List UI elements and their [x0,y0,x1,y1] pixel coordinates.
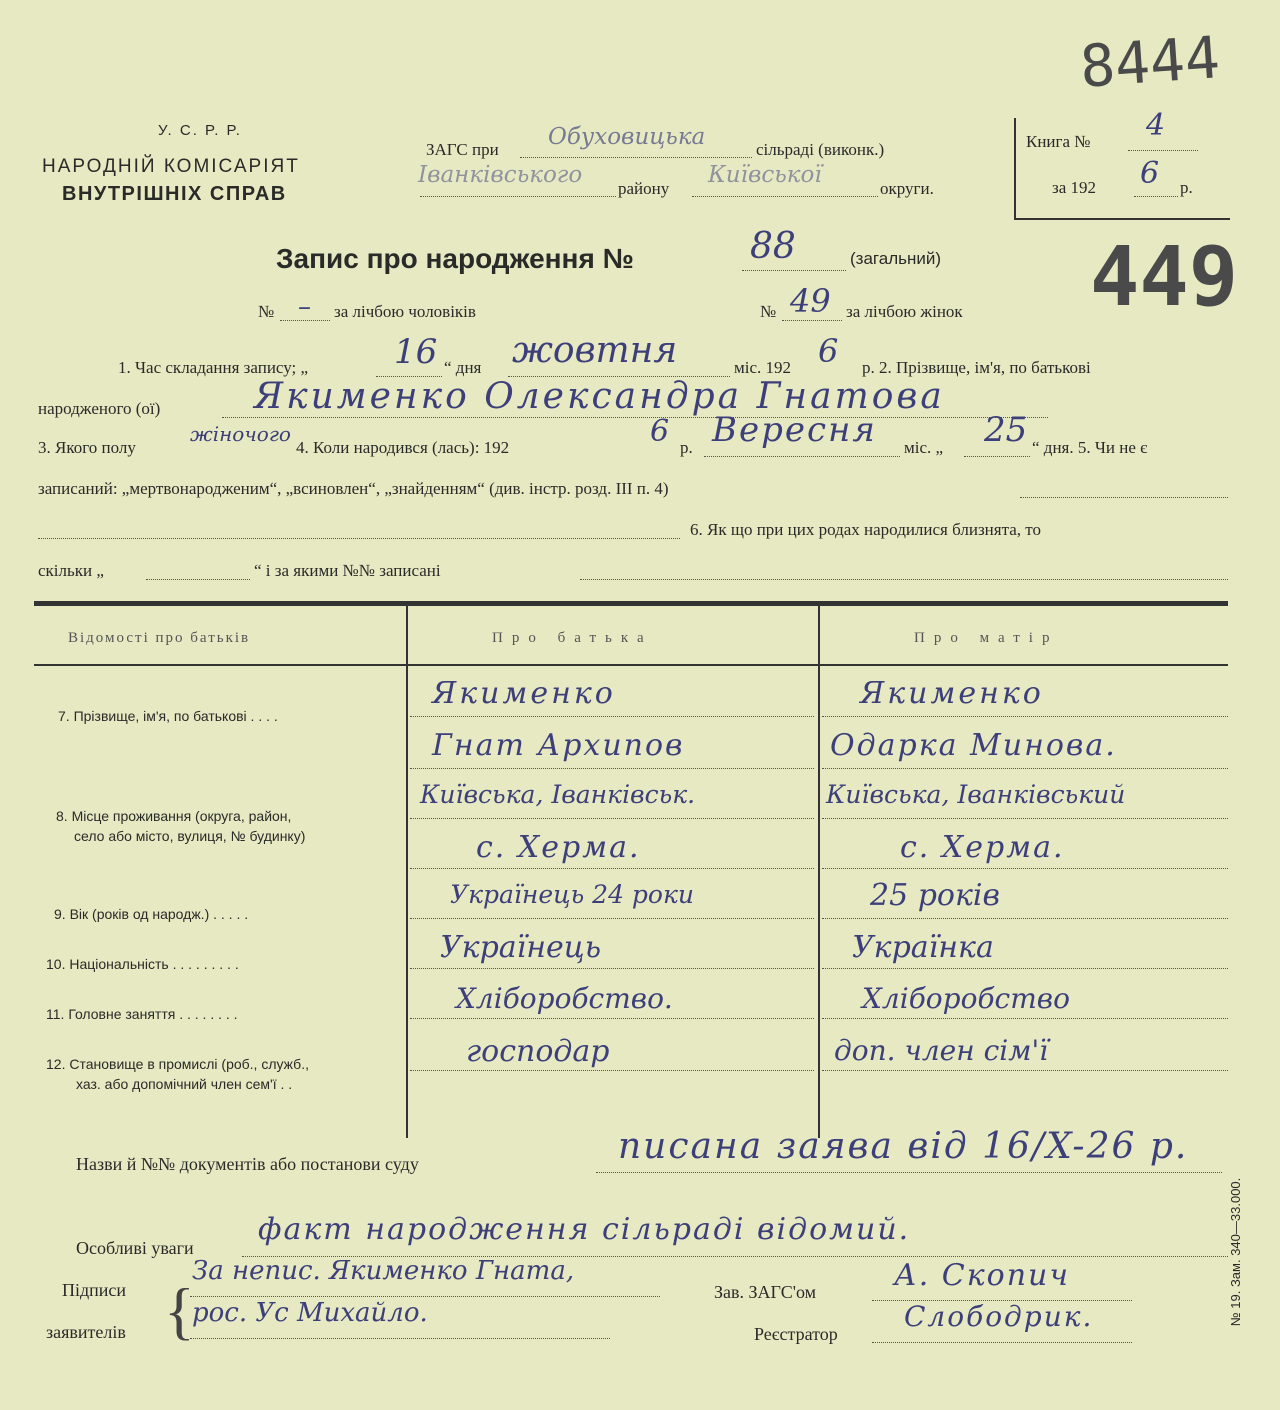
book-year-suffix: р. [1180,178,1193,197]
row-label-10: 10. Національність . . . . . . . . . [46,956,239,972]
mother-occupation: Хліборобство [862,982,1070,1015]
f6-label: 6. Як що при цих родах народилися близнята, то [690,520,1041,539]
okrugy-label: округи. [880,179,934,198]
hw-sex: жіночого [190,422,291,446]
f5-label: “ дня. 5. Чи не є [1032,438,1148,457]
header-commissariat: НАРОДНІЙ КОМІСАРІЯТ [42,156,300,177]
father-name: Гнат Архипов [432,728,685,763]
col-header-info: Відомості про батьків [68,630,251,646]
book-label: Книга № [1026,132,1091,151]
f6-numbers-label: “ і за якими №№ записані [254,561,441,580]
hw-signature-applicant2: рос. Ус Михайло. [192,1298,428,1328]
mother-position: доп. член сім'ї [834,1034,1049,1067]
zags-label: ЗАГС при [426,140,499,159]
hw-record-year: 6 [818,332,839,370]
header-ussr: У. С. Р. Р. [158,122,242,139]
hw-male-count: – [298,292,311,322]
mother-surname: Якименко [860,676,1044,711]
registrar-label: Реєстратор [754,1324,838,1344]
father-age: Українець 24 роки [450,880,695,909]
title-suffix: (загальний) [850,249,942,268]
header-internal-affairs: ВНУТРІШНІХ СПРАВ [62,183,287,205]
hw-birth-month: Вересня [712,410,877,450]
hw-signature-applicant1: За непис. Якименко Гната, [192,1256,575,1286]
hw-rayon: Іванківського [418,162,583,188]
mother-place-line1: Київська, Іванківський [826,780,1126,809]
f4-label: 4. Коли народився (лась): 192 [296,438,510,457]
row-label-12b: хаз. або допомічний член сем'ї . . [76,1076,293,1092]
mother-nationality: Українка [852,930,994,965]
f3-label: 3. Якого полу [38,438,136,457]
book-year-label: за 192 [1052,178,1097,197]
f1-year-label: р. 2. Прізвище, ім'я, по батькові [862,358,1091,377]
hw-pencil-number: 449 [1090,230,1239,325]
rayon-label: району [618,179,670,198]
row-label-12a: 12. Становище в промислі (роб., служб., [46,1056,309,1072]
page-title: Запис про народження № [276,243,634,274]
hw-book-year: 6 [1140,156,1160,191]
col-header-mother: Про матір [914,630,1059,646]
hw-selrada: Обуховицька [548,124,706,150]
row-label-8a: 8. Місце проживання (округа, район, [56,808,292,824]
f2-label: народженого (ої) [38,399,161,418]
hw-record-month: жовтня [512,330,678,371]
hw-zags-head: А. Скопич [894,1258,1071,1293]
father-occupation: Хліборобство. [456,982,673,1015]
hw-record-day: 16 [394,332,438,372]
father-position: господар [466,1034,610,1069]
male-count-prefix: № [258,302,275,321]
f5-options: записаний: „мертвонародженим“, „всиновлен“, „знайденням“ (див. інстр. розд. III п. 4) [38,479,669,498]
father-nationality: Українець [440,930,602,965]
row-label-9: 9. Вік (років од народж.) . . . . . [54,906,249,922]
hw-okruga: Київської [708,162,822,188]
f6-count-label: скільки „ [38,561,104,580]
hw-documents: писана заява від 16/X-26 р. [618,1126,1189,1167]
mother-age: 25 років [870,878,1000,913]
hw-book-number: 4 [1146,108,1166,143]
mother-place-line2: с. Херма. [900,830,1065,865]
male-count-label: за лічбою чоловіків [334,302,476,321]
father-place-line2: с. Херма. [476,830,641,865]
col-header-father: Про батька [492,630,653,646]
signatures-brace: { [164,1275,195,1346]
hw-birth-day: 25 [984,410,1028,450]
row-label-8b: село або місто, вулиця, № будинку) [74,828,306,844]
f1-label: 1. Час складання запису; „ [118,358,309,377]
row-label-11: 11. Головне заняття . . . . . . . . [46,1006,238,1022]
father-surname: Якименко [432,676,616,711]
f1-day-label: “ дня [444,358,482,377]
f1-month-label: міс. 192 [734,358,792,377]
notes-label: Особливі уваги [76,1238,194,1258]
hw-registrar: Слободрик. [904,1300,1094,1333]
female-count-label: за лічбою жінок [846,302,963,321]
signatures-label: Підписи [62,1280,127,1300]
hw-archive-number: 8444 [1077,23,1222,101]
docs-label: Назви й №№ документів або постанови суду [76,1154,419,1174]
father-place-line1: Київська, Іванківськ. [420,780,696,809]
row-label-7: 7. Прізвище, ім'я, по батькові . . . . [58,708,278,724]
female-count-prefix: № [760,302,777,321]
printer-mark: № 19. Зам. 340—33.000. [1228,1177,1243,1327]
hw-record-number: 88 [750,226,796,267]
selrada-label: сільраді (виконк.) [756,140,885,159]
applicants-label: заявителів [46,1322,126,1342]
hw-notes: факт народження сільраді відомий. [258,1212,911,1247]
f4-year-suffix: р. [680,438,693,457]
zags-head-label: Зав. ЗАГС'ом [714,1282,816,1302]
mother-name: Одарка Минова. [830,728,1117,763]
hw-child-name: Якименко Олександра Гнатова [254,376,945,417]
hw-birth-year: 6 [650,414,670,449]
hw-female-count: 49 [790,282,831,320]
f4-month-label: міс. „ [904,438,944,457]
